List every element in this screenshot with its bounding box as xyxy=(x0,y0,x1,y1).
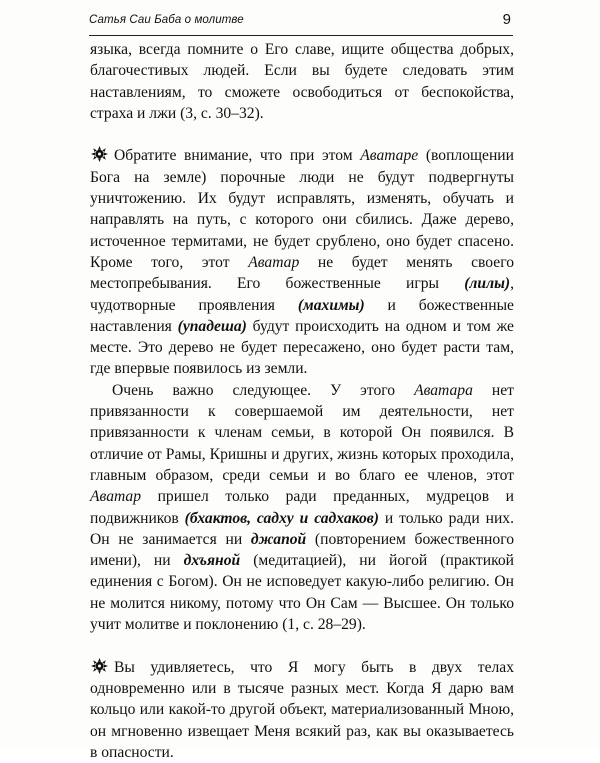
running-title: Сатья Саи Баба о молитве xyxy=(89,14,244,26)
text-run: и только ради них. Он не занимается ни xyxy=(90,509,514,548)
term-devotees: (бхактов, садху и садхаков) xyxy=(184,509,379,527)
paragraph-avatar-remarks xyxy=(90,145,514,379)
text-run: нет привязанности к совершаемой им деятельности, нет привязанности к членам семьи, в которой Он появился. В отличие от Рамы, Кришны и других, жизнь которых проходила, главным образом, среди семьи и во благо ее членов, этот xyxy=(90,381,514,484)
paragraph-important-note xyxy=(90,380,514,636)
paragraph-spacer xyxy=(90,124,514,145)
term-avatar: Аватар xyxy=(90,488,142,506)
text-run: Обратите внимание, что при этом xyxy=(114,147,361,165)
paragraph-two-bodies xyxy=(90,657,514,763)
term-upadesha: (упадеша) xyxy=(177,317,247,335)
term-dhyana: дхъяной xyxy=(183,552,241,570)
running-header xyxy=(89,11,513,33)
text-run: (повторением божественного имени), ни xyxy=(90,530,514,570)
term-japa: джапой xyxy=(250,530,307,548)
term-avatar: Аватар xyxy=(248,253,300,271)
term-mahima: (махимы) xyxy=(297,296,365,314)
header-rule xyxy=(89,35,513,36)
paragraph-continuation: языка, всегда помните о Его славе, ищите общества добрых, благочестивых людей. Если вы будете следовать этим наставлениям, то сможете освободиться от беспокойства, страха и лжи (3, с. 30–32). xyxy=(90,41,514,122)
body-text xyxy=(90,39,514,763)
term-avatar: Аватара xyxy=(414,381,473,399)
paragraph-spacer xyxy=(90,635,514,656)
text-run: Очень важно следующее. У этого xyxy=(112,381,415,399)
text-run: , чудотворные проявления xyxy=(90,275,514,314)
text-run: (воплощении Бога на земле) порочные люди не будут подвергнуты уничтожению. Их будут исправлять, изменять, обучать и направлять на путь, с которого они сбились. Даже дерево, источенное термитами, не будет срублено, оно будет спасено. Кроме того, этот xyxy=(90,147,514,271)
text-run: и божественные наставления xyxy=(90,296,514,335)
text-run: будут происходить на одном и том же месте. Это дерево не будет пересажено, оно будет расти там, где впервые появилось из земли. xyxy=(90,317,514,378)
page-number: 9 xyxy=(502,11,511,28)
text-run: (медитацией), ни йогой (практикой единения с Богом). Он не исповедует какую-либо религию. Он не молится никому, потому что Он Сам — Высшее. Он только учит молитве и поклонению (1, с. 28–29). xyxy=(90,552,514,634)
text-run: Вы удивляетесь, что Я могу быть в двух телах одновременно или в тысяче разных мест. Когда Я дарю вам кольцо или какой-то другой объект, материализованный Мною, он мгновенно извещает Меня всякий раз, как вы оказываетесь в опасности. xyxy=(90,658,514,761)
lotus-icon xyxy=(90,146,109,162)
text-run: не будет менять своего местопребывания. Его божественные игры xyxy=(90,253,515,293)
lotus-icon xyxy=(90,658,109,674)
term-avatar: Аватаре xyxy=(360,147,419,165)
term-lila: (лилы) xyxy=(464,275,511,293)
text-run: пришел только ради преданных, мудрецов и подвижников xyxy=(90,488,514,527)
